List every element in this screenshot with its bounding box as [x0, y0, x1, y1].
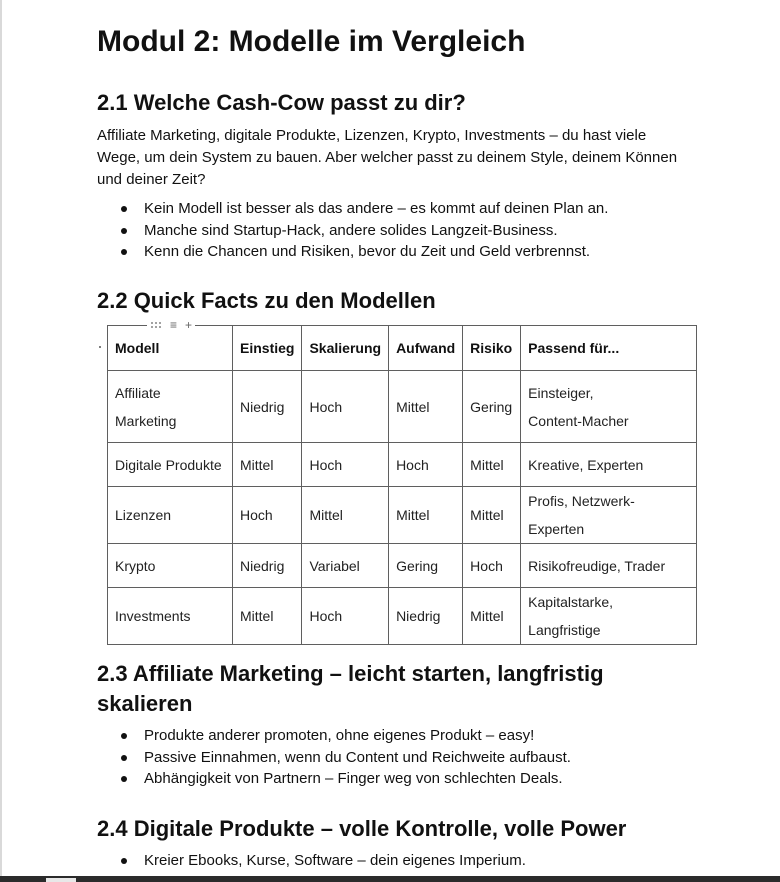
- section-2-1-paragraph: Affiliate Marketing, digitale Produkte, Lizenzen, Krypto, Investments – du hast viele Wege, um dein System zu bauen. Aber welcher passt zu deinem Style, deinem Können und deiner Zeit?: [97, 127, 678, 188]
- add-icon[interactable]: +: [185, 318, 193, 332]
- table-anchor-dot: [99, 346, 101, 348]
- list-item: Abhängigkeit von Partnern – Finger weg von schlechten Deals.: [97, 768, 571, 790]
- table-cell-aufwand[interactable]: Mittel: [389, 371, 463, 443]
- table-cell-passend-fuer[interactable]: [521, 371, 697, 443]
- list-item: Produkte anderer promoten, ohne eigenes Produkt – easy!: [97, 725, 571, 747]
- column-header-aufwand[interactable]: Aufwand: [389, 326, 463, 371]
- table-header-row: [108, 326, 697, 371]
- table-cell-risiko[interactable]: Mittel: [463, 588, 521, 645]
- column-header-skalierung[interactable]: Skalierung: [302, 326, 389, 371]
- table-row: [108, 588, 697, 645]
- quick-facts-table-wrapper: [107, 325, 697, 645]
- list-item: Kein Modell ist besser als das andere – es kommt auf deinen Plan an.: [97, 198, 608, 220]
- table-cell-passend-fuer[interactable]: Kapitalstarke, Langfristige: [521, 588, 697, 645]
- cell-text-line: Content-Macher: [528, 412, 629, 429]
- list-item: Kreier Ebooks, Kurse, Software – dein eigenes Imperium.: [97, 850, 526, 872]
- table-cell-modell[interactable]: Krypto: [108, 544, 233, 588]
- table-cell-skalierung[interactable]: Hoch: [302, 443, 389, 487]
- column-header-modell[interactable]: Modell: [108, 326, 233, 371]
- column-header-passend-fuer[interactable]: Passend für...: [521, 326, 697, 371]
- cell-text-line: Marketing: [115, 412, 177, 429]
- section-2-1-bullet-list: [97, 198, 608, 263]
- taskbar-item[interactable]: [46, 878, 76, 882]
- table-cell-passend-fuer[interactable]: Kreative, Experten: [521, 443, 697, 487]
- table-cell-risiko[interactable]: Hoch: [463, 544, 521, 588]
- section-2-3-bullet-list: [97, 725, 571, 790]
- table-cell-risiko[interactable]: Mittel: [463, 487, 521, 544]
- table-cell-aufwand[interactable]: Hoch: [389, 443, 463, 487]
- section-2-4-bullet-list: [97, 850, 526, 872]
- table-cell-einstieg[interactable]: Niedrig: [233, 544, 302, 588]
- filter-icon[interactable]: ≡: [170, 318, 178, 332]
- table-cell-risiko[interactable]: Mittel: [463, 443, 521, 487]
- table-cell-skalierung[interactable]: Hoch: [302, 371, 389, 443]
- table-cell-aufwand[interactable]: Gering: [389, 544, 463, 588]
- table-cell-modell[interactable]: [108, 371, 233, 443]
- section-2-3-heading-line-1: 2.3 Affiliate Marketing – leicht starten, langfristig: [97, 661, 604, 686]
- table-cell-skalierung[interactable]: Variabel: [302, 544, 389, 588]
- table-cell-passend-fuer[interactable]: Profis, Netzwerk-Experten: [521, 487, 697, 544]
- table-cell-einstieg[interactable]: Hoch: [233, 487, 302, 544]
- table-cell-modell[interactable]: Lizenzen: [108, 487, 233, 544]
- column-header-risiko[interactable]: Risiko: [463, 326, 521, 371]
- table-row: [108, 487, 697, 544]
- table-row: [108, 371, 697, 443]
- table-cell-einstieg[interactable]: Niedrig: [233, 371, 302, 443]
- section-2-3-heading-line-2: skalieren: [97, 691, 193, 716]
- quick-facts-table[interactable]: [107, 325, 697, 645]
- list-item: Kenn die Chancen und Risiken, bevor du Zeit und Geld verbrennst.: [97, 241, 608, 263]
- taskbar: [0, 876, 780, 882]
- table-cell-modell[interactable]: Digitale Produkte: [108, 443, 233, 487]
- table-toolbar: [147, 318, 195, 332]
- drag-grip-icon[interactable]: [150, 321, 162, 329]
- table-cell-modell[interactable]: Investments: [108, 588, 233, 645]
- page-title: Modul 2: Modelle im Vergleich: [97, 25, 526, 58]
- table-cell-aufwand[interactable]: Niedrig: [389, 588, 463, 645]
- table-row: [108, 443, 697, 487]
- list-item: Manche sind Startup-Hack, andere solides Langzeit-Business.: [97, 220, 608, 242]
- list-item: Passive Einnahmen, wenn du Content und Reichweite aufbaust.: [97, 747, 571, 769]
- page-edge: [0, 0, 2, 882]
- section-2-1-heading: 2.1 Welche Cash-Cow passt zu dir?: [97, 90, 466, 115]
- section-2-4-heading: 2.4 Digitale Produkte – volle Kontrolle, volle Power: [97, 816, 627, 841]
- section-2-2-heading: 2.2 Quick Facts zu den Modellen: [97, 288, 436, 313]
- column-header-einstieg[interactable]: Einstieg: [233, 326, 302, 371]
- cell-text-line: Affiliate: [115, 384, 161, 401]
- table-cell-skalierung[interactable]: Hoch: [302, 588, 389, 645]
- table-cell-skalierung[interactable]: Mittel: [302, 487, 389, 544]
- table-cell-passend-fuer[interactable]: Risikofreudige, Trader: [521, 544, 697, 588]
- table-row: [108, 544, 697, 588]
- table-cell-aufwand[interactable]: Mittel: [389, 487, 463, 544]
- table-cell-einstieg[interactable]: Mittel: [233, 588, 302, 645]
- cell-text-line: Einsteiger,: [528, 384, 594, 401]
- table-cell-einstieg[interactable]: Mittel: [233, 443, 302, 487]
- table-cell-risiko[interactable]: Gering: [463, 371, 521, 443]
